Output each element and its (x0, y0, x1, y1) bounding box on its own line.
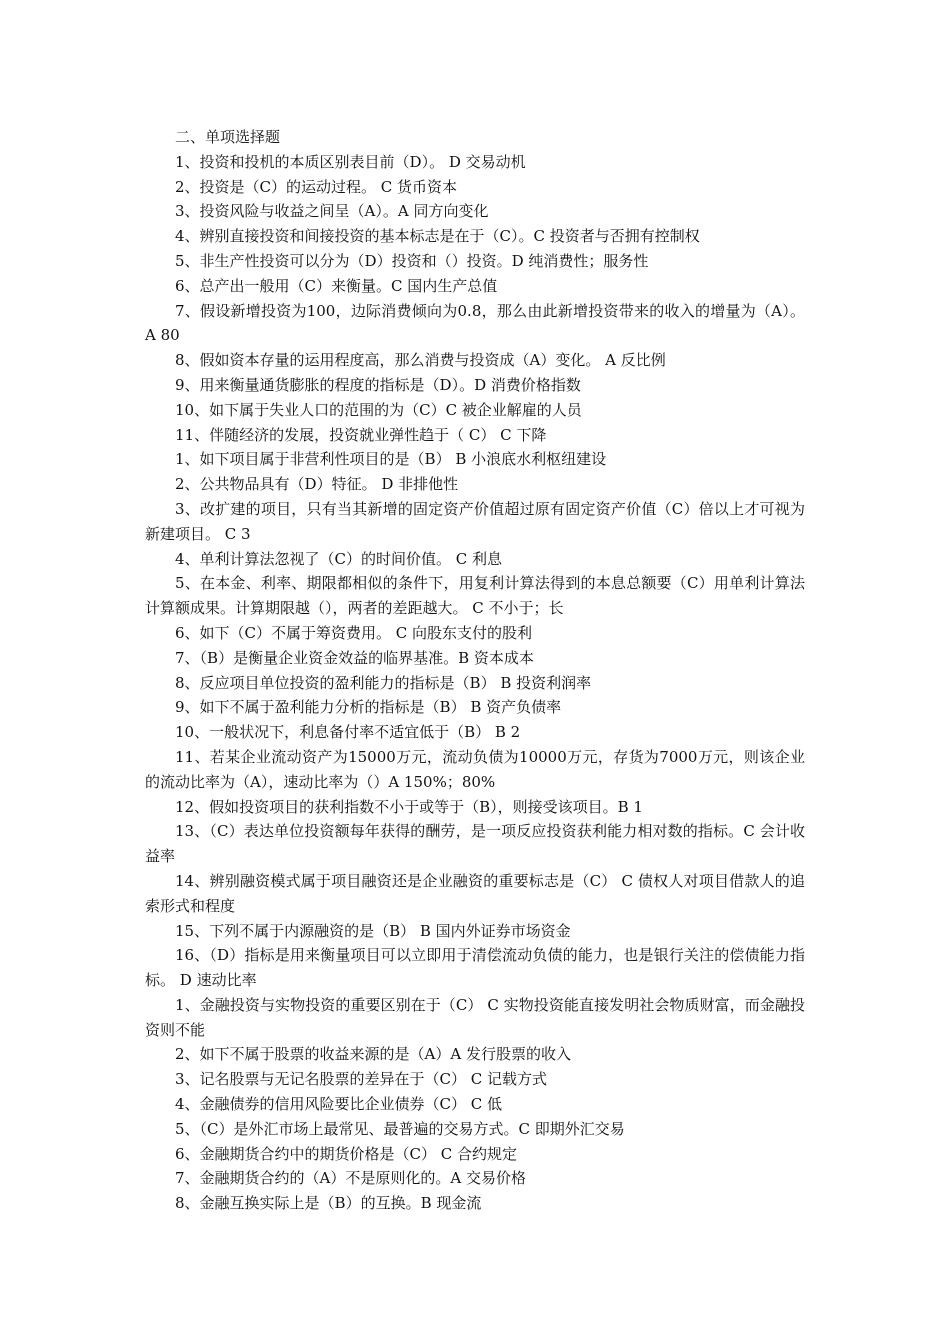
question-item: 11、若某企业流动资产为15000万元，流动负债为10000万元，存货为7000万元，则该企业的流动比率为（A），速动比率为（）A 150%；80% (145, 747, 805, 791)
question-item: 6、如下（C）不属于筹资费用。 C 向股东支付的股利 (175, 623, 533, 642)
question-item: 4、单利计算法忽视了（C）的时间价值。 C 利息 (175, 549, 503, 568)
question-item: 5、（C）是外汇市场上最常见、最普遍的交易方式。C 即期外汇交易 (175, 1119, 625, 1138)
question-item: 1、金融投资与实物投资的重要区别在于（C） C 实物投资能直接发明社会物质财富，而金融投资则不能 (145, 995, 805, 1039)
question-item: 11、伴随经济的发展，投资就业弹性趋于（ C） C 下降 (175, 425, 547, 444)
question-item: 8、金融互换实际上是（B）的互换。B 现金流 (175, 1194, 482, 1213)
section-heading: 二、单项选择题 (175, 128, 281, 146)
question-item: 6、总产出一般用（C）来衡量。C 国内生产总值 (175, 276, 498, 295)
question-item: 1、如下项目属于非营利性项目的是（B） B 小浪底水利枢纽建设 (175, 450, 607, 469)
question-item: 8、假如资本存量的运用程度高，那么消费与投资成（A）变化。 A 反比例 (175, 351, 666, 370)
question-item: 9、用来衡量通货膨胀的程度的指标是（D）。D 消费价格指数 (175, 375, 581, 394)
question-item: 2、公共物品具有（D）特征。 D 非排他性 (175, 475, 459, 494)
document-body (145, 125, 805, 1216)
question-item: 4、辨别直接投资和间接投资的基本标志是在于（C）。C 投资者与否拥有控制权 (175, 227, 700, 246)
question-item: 14、辨别融资模式属于项目融资还是企业融资的重要标志是（C） C 债权人对项目借款人的追索形式和程度 (145, 871, 805, 915)
question-item: 6、金融期货合约中的期货价格是（C） C 合约规定 (175, 1144, 518, 1163)
question-item: 4、金融债券的信用风险要比企业债券（C） C 低 (175, 1095, 503, 1114)
question-item: 7、假设新增投资为100，边际消费倾向为0.8，那么由此新增投资带来的收入的增量为（A）。 A 80 (145, 301, 805, 345)
question-item: 7、金融期货合约的（A）不是原则化的。A 交易价格 (175, 1169, 526, 1188)
question-item: 16、（D）指标是用来衡量项目可以立即用于清偿流动负债的能力，也是银行关注的偿债能力指标。 D 速动比率 (145, 946, 805, 990)
question-item: 3、改扩建的项目，只有当其新增的固定资产价值超过原有固定资产价值（C）倍以上才可视为新建项目。 C 3 (145, 499, 805, 543)
question-item: 15、下列不属于内源融资的是（B） B 国内外证券市场资金 (175, 921, 571, 940)
question-item: 12、假如投资项目的获利指数不小于或等于（B），则接受该项目。B 1 (175, 797, 643, 816)
question-item: 2、投资是（C）的运动过程。 C 货币资本 (175, 177, 458, 196)
question-item: 1、投资和投机的本质区别表目前（D）。 D 交易动机 (175, 152, 526, 171)
question-item: 10、一般状况下，利息备付率不适宜低于（B） B 2 (175, 723, 521, 742)
question-item: 2、如下不属于股票的收益来源的是（A）A 发行股票的收入 (175, 1045, 571, 1064)
question-item: 13、（C）表达单位投资额每年获得的酬劳，是一项反应投资获利能力相对数的指标。C 会计收益率 (145, 822, 805, 866)
question-item: 5、在本金、利率、期限都相似的条件下，用复利计算法得到的本息总额要（C）用单利计算法计算额成果。计算期限越（），两者的差距越大。 C 不小于；长 (145, 574, 805, 618)
question-item: 3、投资风险与收益之间呈（A）。A 同方向变化 (175, 202, 489, 221)
question-item: 10、如下属于失业人口的范围的为（C）C 被企业解雇的人员 (175, 400, 582, 419)
question-item: 5、非生产性投资可以分为（D）投资和（）投资。D 纯消费性；服务性 (175, 251, 649, 270)
question-item: 3、记名股票与无记名股票的差异在于（C） C 记载方式 (175, 1070, 548, 1089)
question-item: 7、（B）是衡量企业资金效益的临界基准。B 资本成本 (175, 648, 534, 667)
question-item: 9、如下不属于盈利能力分析的指标是（B） B 资产负债率 (175, 698, 562, 717)
question-item: 8、反应项目单位投资的盈利能力的指标是（B） B 投资利润率 (175, 673, 592, 692)
